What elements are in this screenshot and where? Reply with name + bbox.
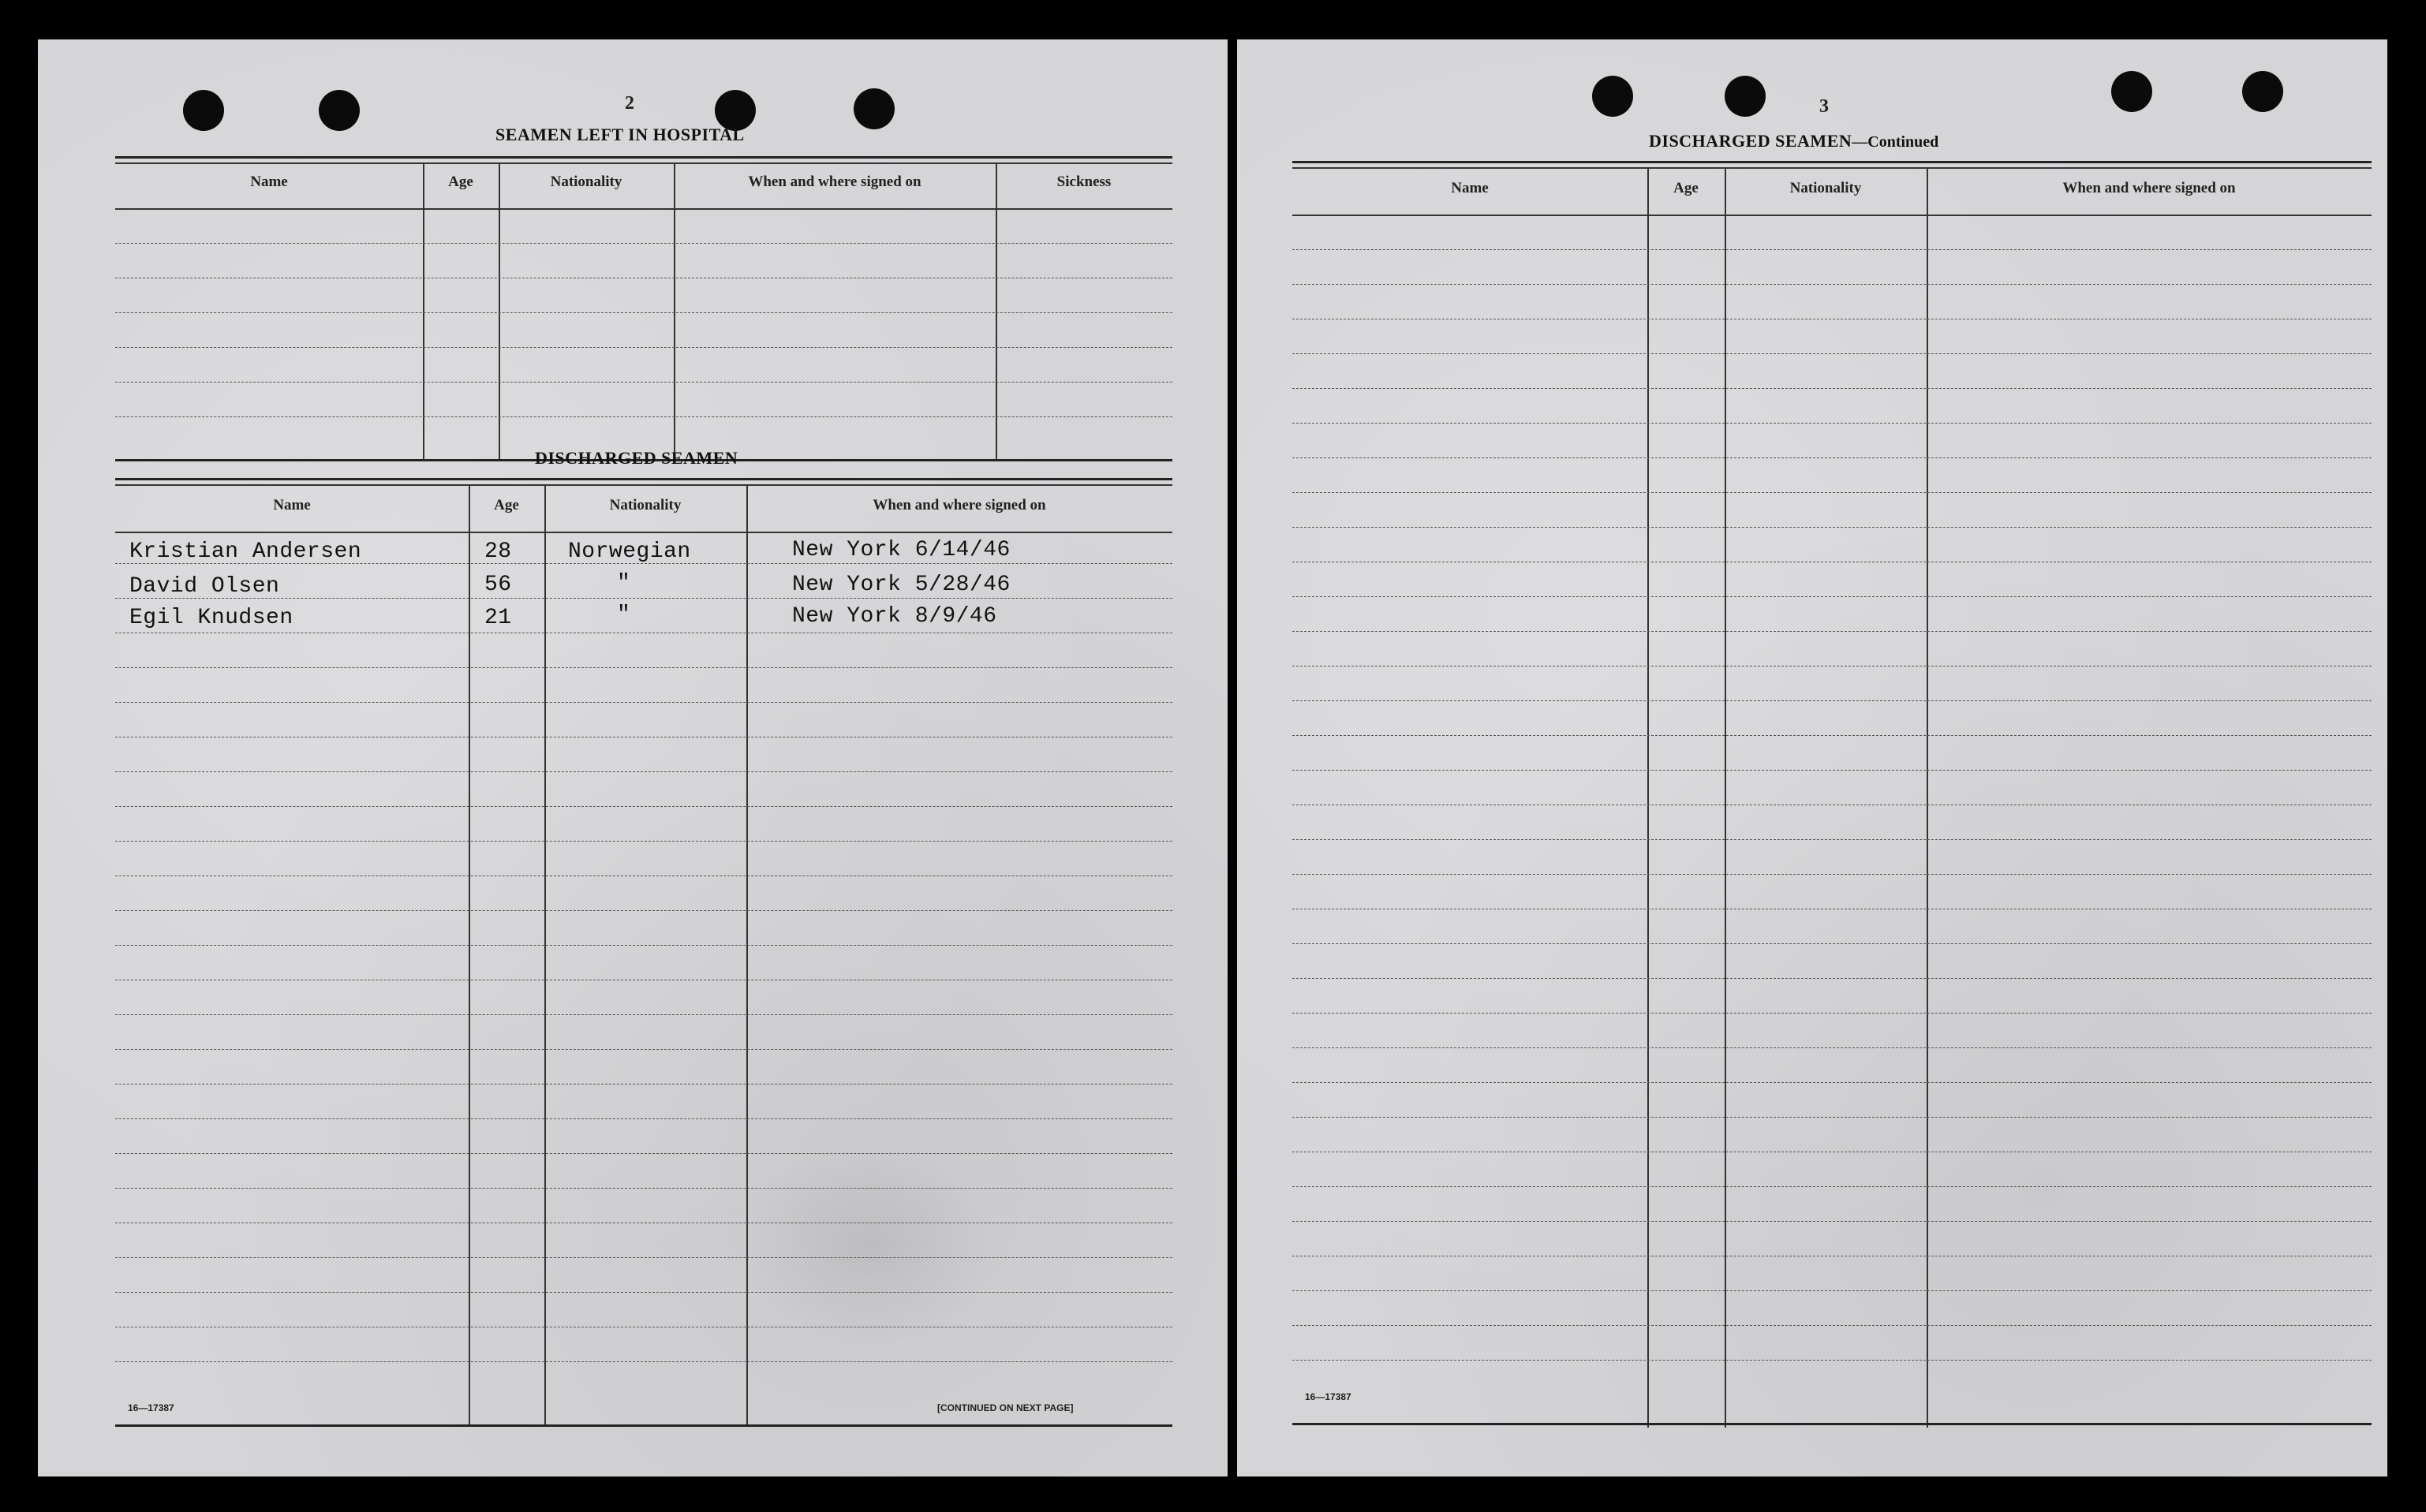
punch-hole [1592,76,1633,117]
seaman-age: 28 [484,539,512,564]
discharged-header-signed-on: When and where signed on [873,497,1046,513]
punch-hole [2242,71,2283,112]
seaman-nationality: " [617,603,631,627]
right-section-title [1649,131,1938,151]
hospital-section-title: SEAMEN LEFT IN HOSPITAL [495,125,745,144]
page-number: 2 [625,93,634,114]
right-section-title-suffix: —Continued [1852,133,1939,151]
discharged-table [115,478,1172,1424]
punch-hole [183,90,224,131]
seaman-age: 56 [484,573,512,597]
punch-hole [854,88,895,129]
seaman-name: Kristian Andersen [129,539,362,564]
seaman-signed-on: New York 8/9/46 [792,604,997,629]
seaman-name: Egil Knudsen [129,606,293,630]
discharged-section-title: DISCHARGED SEAMEN [535,448,738,468]
form-number: 16—17387 [128,1402,174,1413]
page-number: 3 [1819,96,1829,117]
hospital-header-signed-on: When and where signed on [748,174,921,190]
punch-hole [1725,76,1766,117]
seaman-signed-on: New York 6/14/46 [792,538,1011,562]
hospital-header-name: Name [250,174,288,190]
left-page [38,39,1228,1477]
punch-hole [319,90,360,131]
seaman-name: David Olsen [129,574,280,599]
discharged-header-nationality: Nationality [609,497,682,513]
continued-note: [CONTINUED ON NEXT PAGE] [937,1402,1074,1413]
faded-stamp [740,1144,1000,1349]
continued-header-nationality: Nationality [1789,180,1862,196]
right-page [1237,39,2387,1477]
seaman-nationality: Norwegian [568,539,691,564]
continued-header-signed-on: When and where signed on [2062,180,2236,196]
discharged-header-age: Age [494,497,519,513]
hospital-header-sickness: Sickness [1056,174,1112,190]
punch-hole [2111,71,2152,112]
discharged-header-name: Name [273,497,311,513]
right-section-title-main: DISCHARGED SEAMEN [1649,131,1852,151]
continued-header-name: Name [1451,180,1489,196]
continued-header-age: Age [1673,180,1699,196]
hospital-header-age: Age [448,174,473,190]
seaman-nationality: " [617,571,631,595]
hospital-table [115,156,1172,461]
seaman-signed-on: New York 5/28/46 [792,573,1011,597]
seaman-age: 21 [484,606,512,630]
discharged-continued-table [1292,161,2372,1428]
form-number: 16—17387 [1305,1391,1351,1402]
hospital-header-nationality: Nationality [550,174,622,190]
